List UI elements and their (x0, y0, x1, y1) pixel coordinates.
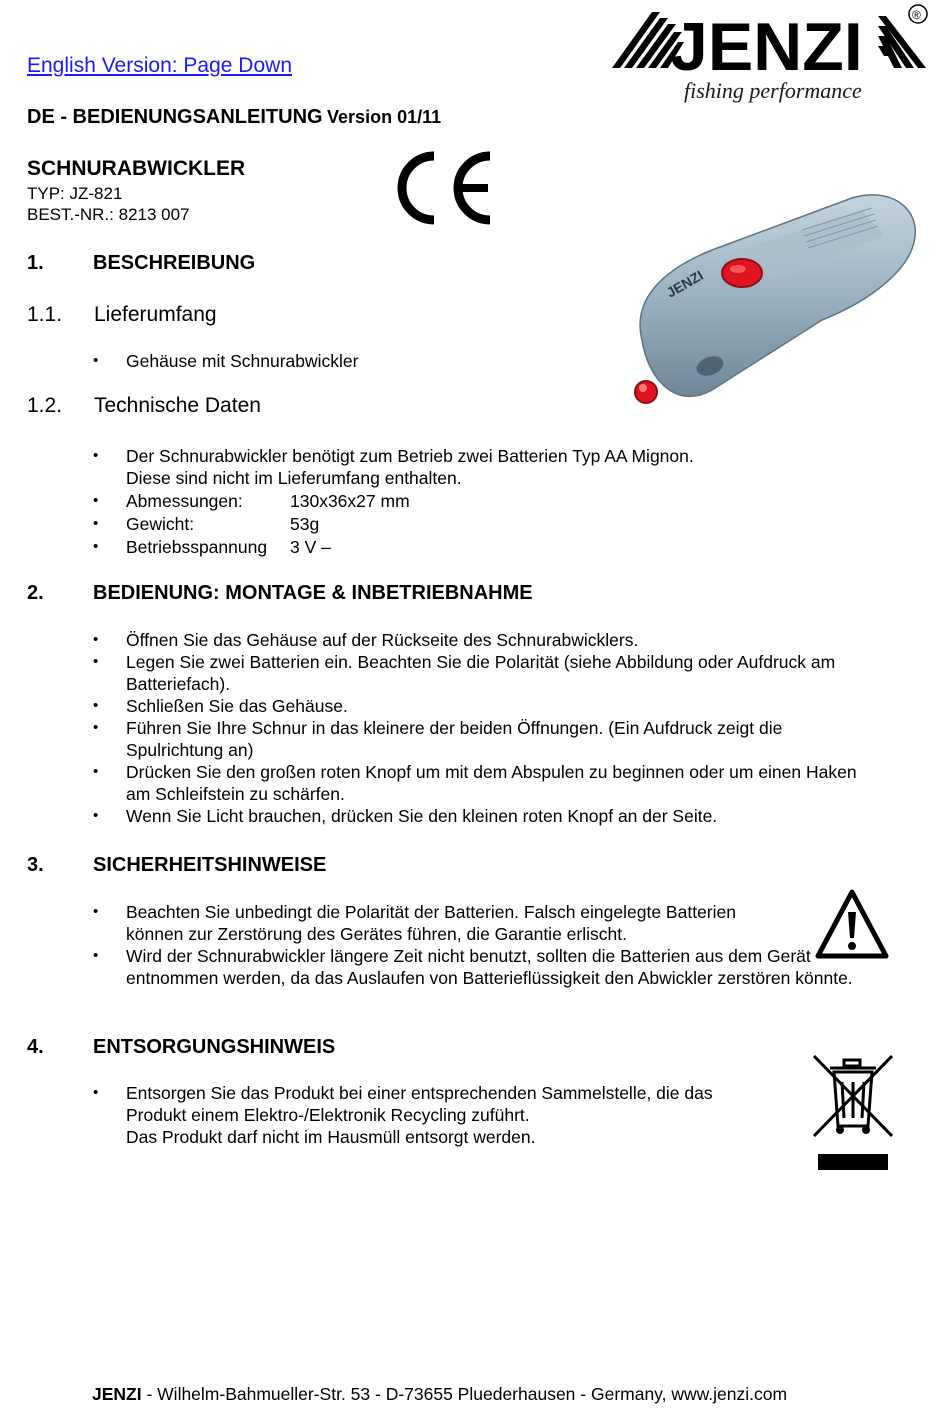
technical-data-list (126, 445, 826, 558)
english-version-link[interactable]: English Version: Page Down (27, 54, 292, 77)
list-item: • Schließen Sie das Gehäuse. (126, 695, 896, 717)
list-item: • Gehäuse mit Schnurabwickler (126, 350, 626, 372)
section-3-title: SICHERHEITSHINWEISE (93, 854, 327, 876)
disposal-list (126, 1082, 786, 1148)
footer-address-text: - Wilhelm-Bahmueller-Str. 53 - D-73655 Pluederhausen - Germany, www.jenzi.com (141, 1384, 788, 1404)
section-1-number: 1. (27, 252, 44, 274)
line-unwinder-product-image (622, 180, 922, 416)
list-item: • Beachten Sie unbedingt die Polarität der Batterien. Falsch eingelegte Batterien können zur Zerstörung des Gerätes führen, die Garantie erlischt. (126, 901, 786, 945)
disposal-line-1: Entsorgen Sie das Produkt bei einer entsprechenden Sammelstelle, die das (126, 1083, 713, 1103)
list-item (126, 445, 826, 489)
list-item: • Legen Sie zwei Batterien ein. Beachten Sie die Polarität (siehe Abbildung oder Aufdruck am Batteriefach). (126, 651, 896, 695)
section-4-title: ENTSORGUNGSHINWEIS (93, 1036, 336, 1058)
spec-row (126, 490, 826, 512)
warning-triangle-icon (815, 888, 889, 960)
spec-row (126, 536, 826, 558)
disposal-line-3: Das Produkt darf nicht im Hausmüll entsorgt werden. (126, 1127, 536, 1147)
list-item (126, 1082, 786, 1148)
product-order-number: BEST.-NR.: 8213 007 (27, 205, 190, 224)
section-1-1-title: Lieferumfang (94, 303, 217, 326)
safety-list (126, 901, 856, 989)
section-2-title: BEDIENUNG: MONTAGE & INBETRIEBNAHME (93, 582, 533, 604)
footer-brand: JENZI (92, 1384, 142, 1404)
section-2-number: 2. (27, 582, 44, 604)
spec-label: Gewicht: (126, 514, 195, 534)
logo-brand-text: JENZI (670, 9, 863, 85)
section-1-2-number: 1.2. (27, 394, 63, 417)
manual-title (27, 106, 441, 129)
spec-row (126, 513, 826, 535)
spec-label: Abmessungen: (126, 491, 243, 511)
section-1-2-title: Technische Daten (94, 394, 261, 417)
product-name: SCHNURABWICKLER (27, 157, 246, 180)
section-3-number: 3. (27, 854, 44, 876)
spec-value: 130x36x27 mm (290, 491, 410, 511)
footer-address (92, 1384, 787, 1405)
manual-version: Version 01/11 (327, 107, 442, 127)
spec-value: 53g (290, 514, 320, 534)
battery-line-2: Diese sind nicht im Lieferumfang enthalten. (126, 468, 462, 488)
spec-label: Betriebsspannung (126, 537, 268, 557)
battery-line-1: Der Schnurabwickler benötigt zum Betrieb zwei Batterien Typ AA Mignon. (126, 446, 694, 466)
logo-tagline: fishing performance (684, 78, 862, 103)
section-4-number: 4. (27, 1036, 44, 1058)
registered-mark: ® (912, 8, 921, 22)
list-item: • Wenn Sie Licht brauchen, drücken Sie den kleinen roten Knopf an der Seite. (126, 805, 896, 827)
spec-value: 3 V – (290, 537, 331, 557)
list-item: • Drücken Sie den großen roten Knopf um mit dem Abspulen zu beginnen oder um einen Haken am Schleifstein zu schärfen. (126, 761, 866, 805)
jenzi-logo (608, 2, 942, 106)
operation-list (126, 629, 896, 827)
section-1-title: BESCHREIBUNG (93, 252, 256, 274)
section-1-1-number: 1.1. (27, 303, 63, 326)
weee-crossed-bin-icon (810, 1052, 896, 1172)
ce-mark (392, 150, 498, 226)
device-logo-text: JENZI (663, 266, 706, 301)
list-item: • Öffnen Sie das Gehäuse auf der Rückseite des Schnurabwicklers. (126, 629, 896, 651)
list-item: • Wird der Schnurabwickler längere Zeit nicht benutzt, sollten die Batterien aus dem Gerät entnommen werden, da das Auslaufen von Batterieflüssigkeit den Abwickler zerstören könnte. (126, 945, 856, 989)
manual-title-main: DE - BEDIENUNGSANLEITUNG (27, 106, 323, 128)
delivery-list (126, 350, 626, 372)
list-item: • Führen Sie Ihre Schnur in das kleinere der beiden Öffnungen. (Ein Aufdruck zeigt die Spulrichtung an) (126, 717, 846, 761)
disposal-line-2: Produkt einem Elektro-/Elektronik Recycling zuführt. (126, 1105, 530, 1125)
product-type: TYP: JZ-821 (27, 184, 123, 203)
